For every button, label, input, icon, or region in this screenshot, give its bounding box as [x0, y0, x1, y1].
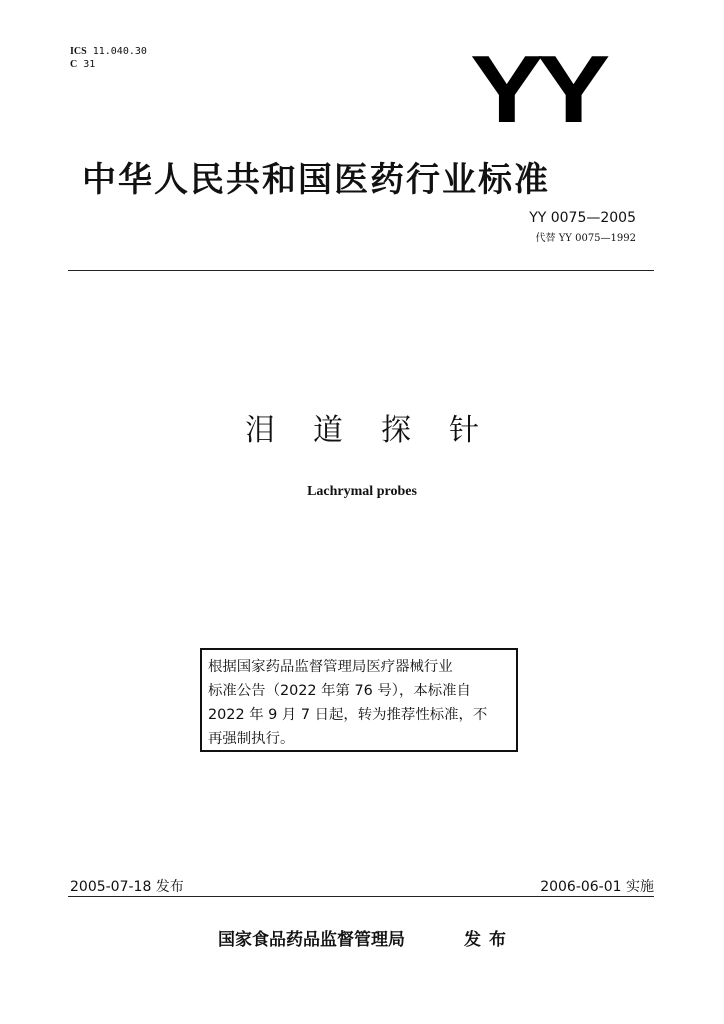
- footer-divider: [68, 896, 654, 897]
- header-divider: [68, 270, 654, 271]
- yy-logo: YY: [470, 36, 604, 143]
- ccs-label: C: [70, 59, 78, 70]
- issue-date: 2005-07-18 发布: [70, 879, 184, 895]
- ccs-code: 31: [83, 59, 96, 70]
- ccs-classification: [70, 59, 95, 71]
- document-title-chinese: 泪道探针: [245, 413, 517, 448]
- issuing-authority: 国家食品药品监督管理局: [218, 930, 405, 950]
- standard-category-title: 中华人民共和国医药行业标准: [82, 160, 550, 200]
- notice-box: 根据国家药品监督管理局医疗器械行业 标准公告（2022 年第 76 号），本标准自 2022 年 9 月 7 日起，转为推荐性标准，不 再强制执行。: [200, 648, 518, 752]
- implementation-date: 2006-06-01 实施: [540, 879, 654, 895]
- standard-number: YY 0075—2005: [529, 210, 636, 226]
- ics-code: 11.040.30: [92, 46, 147, 57]
- document-title-english: Lachrymal probes: [307, 484, 417, 499]
- ics-classification: [70, 46, 147, 58]
- standard-replaces: 代替 YY 0075—1992: [535, 233, 636, 244]
- ics-label: ICS: [70, 46, 87, 57]
- publish-label: 发布: [464, 930, 514, 950]
